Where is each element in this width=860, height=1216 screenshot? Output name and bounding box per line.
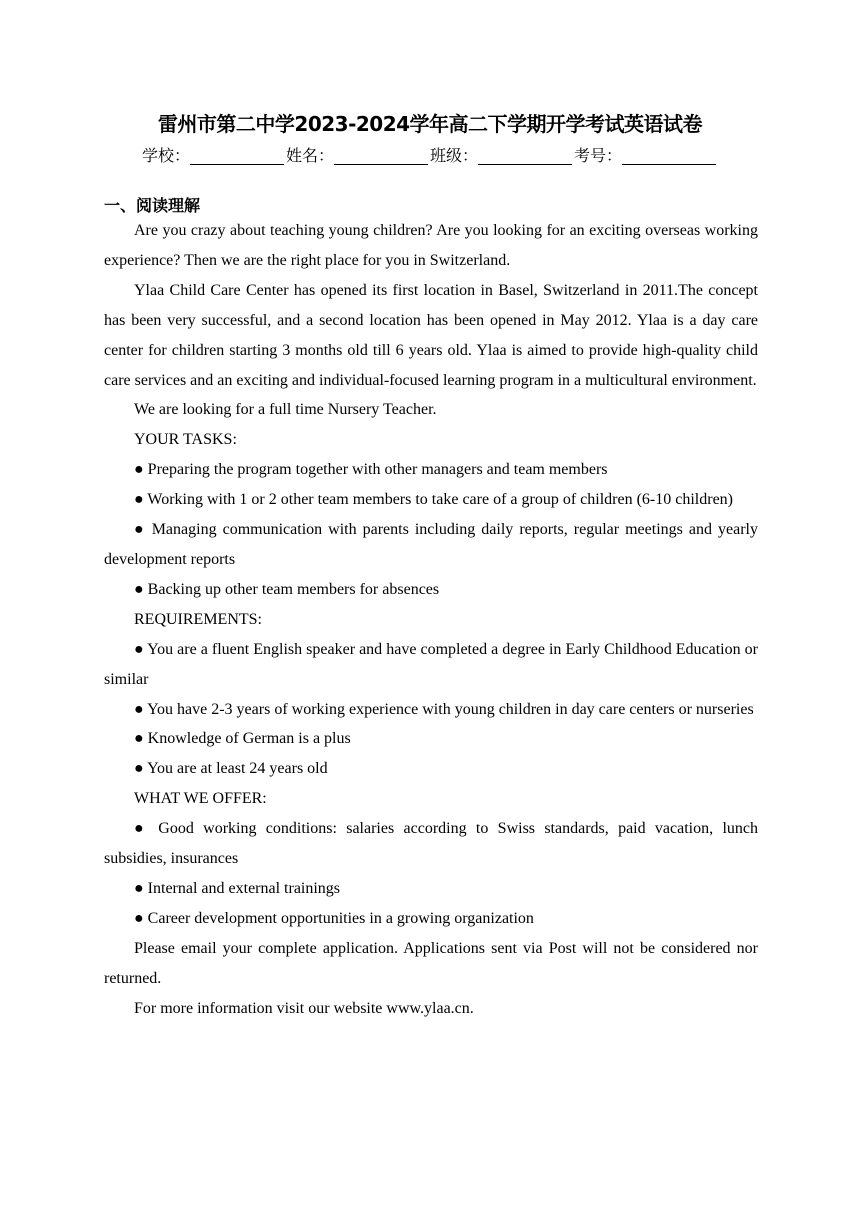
exam-title: 雷州市第二中学2023-2024学年高二下学期开学考试英语试卷 — [157, 112, 703, 136]
bullet-item: ● You are at least 24 years old — [134, 760, 328, 778]
paragraph: Ylaa Child Care Center has opened its first location in Basel, Switzerland in 2011.The concept has been very successful, and a second location has been opened in May 2012. Ylaa is a day care center for children starting 3 months old till 6 years old. Ylaa is aimed to provide high-quality child care services and an exciting and individual-focused learning program in a multicultural environment. — [104, 281, 758, 389]
bullet-item: ● Backing up other team members for absences — [134, 580, 440, 598]
school-blank — [190, 146, 284, 165]
bullet-item: ● Working with 1 or 2 other team members to take care of a group of children (6-10 children) — [134, 491, 733, 509]
subheading-requirements: REQUIREMENTS: — [134, 610, 262, 628]
student-info-line — [0, 143, 860, 169]
subheading-offer: WHAT WE OFFER: — [134, 790, 267, 808]
name-label: 姓名： — [285, 146, 334, 165]
bullet-item: ● You have 2-3 years of working experience with young children in day care centers or nurseries — [134, 700, 754, 718]
bullet-item: ● Preparing the program together with other managers and team members — [134, 461, 608, 479]
subheading-tasks: YOUR TASKS: — [134, 431, 237, 449]
bullet-item: ● Knowledge of German is a plus — [134, 730, 351, 748]
bullet-item: ● Managing communication with parents including daily reports, regular meetings and yearly development reports — [104, 521, 758, 568]
paragraph: We are looking for a full time Nursery Teacher. — [134, 401, 437, 419]
paragraph: Are you crazy about teaching young children? Are you looking for an exciting overseas working experience? Then we are the right place for you in Switzerland. — [104, 222, 758, 269]
class-label: 班级： — [430, 146, 479, 165]
bullet-item: ● You are a fluent English speaker and have completed a degree in Early Childhood Education or similar — [104, 640, 758, 688]
reading-passage — [104, 216, 758, 1023]
exam-number-blank — [622, 146, 716, 165]
class-blank — [478, 146, 572, 165]
paragraph: Please email your complete application. Applications sent via Post will not be considered nor returned. — [104, 939, 758, 987]
bullet-item: ● Career development opportunities in a growing organization — [134, 909, 534, 927]
section-heading: 一、阅读理解 — [104, 196, 201, 215]
name-blank — [334, 146, 428, 165]
exam-number-label: 考号： — [574, 146, 623, 165]
bullet-item: ● Good working conditions: salaries according to Swiss standards, paid vacation, lunch subsidies, insurances — [104, 820, 758, 868]
bullet-item: ● Internal and external trainings — [134, 879, 341, 897]
website-line: For more information visit our website www.ylaa.cn. — [134, 999, 474, 1017]
school-label: 学校： — [141, 146, 190, 165]
